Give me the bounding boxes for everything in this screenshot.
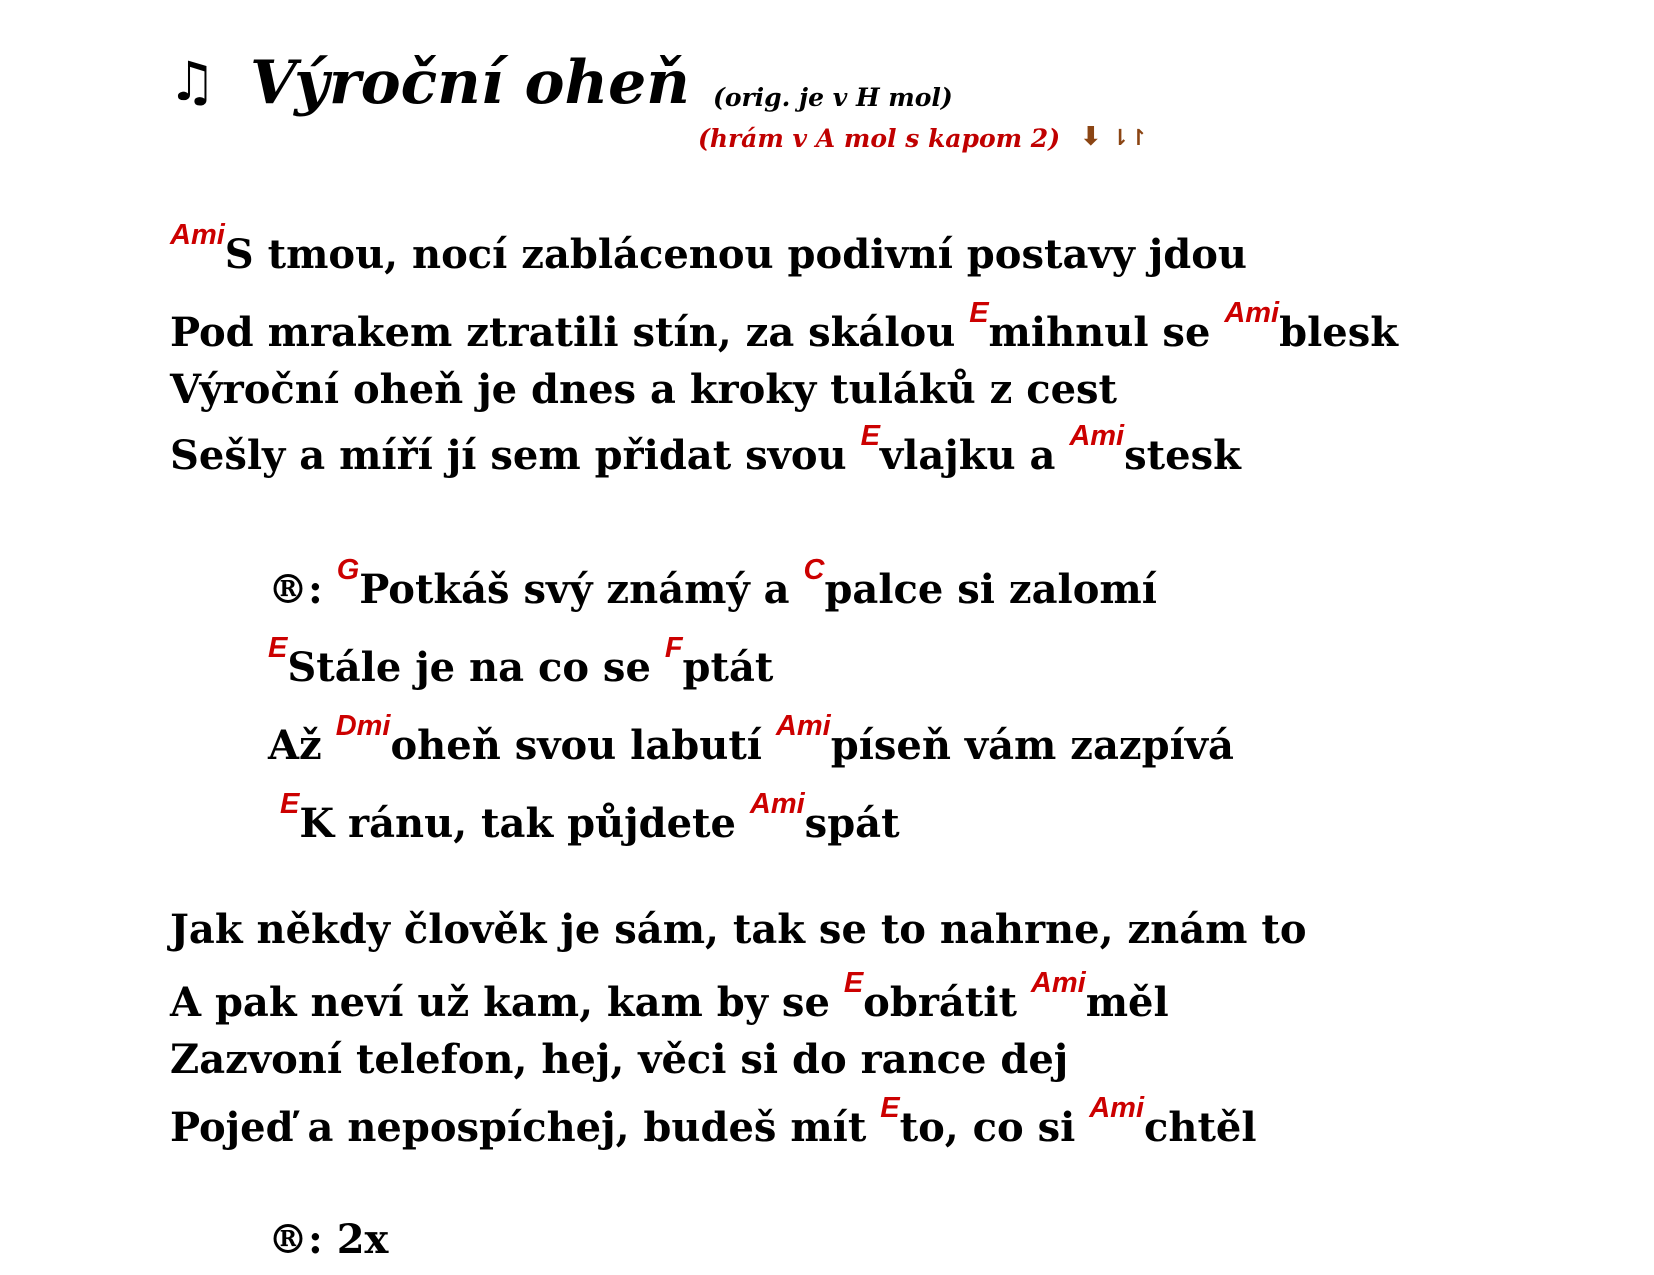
verse2-line3 [170,1036,1069,1083]
chord: E [843,967,864,999]
chord: Dmi [335,710,391,742]
verse1-line3 [170,366,1118,413]
lyric: Výroční oheň je dnes a kroky tuláků z cest [170,366,1118,413]
song-title: Výroční oheň [250,48,690,118]
lyric: měl [1085,979,1169,1026]
chord: Ami [775,710,831,742]
refrain-repeat [268,1216,389,1263]
chord: E [268,632,288,664]
refrain-line3 [268,710,1234,769]
lyric: palce si zalomí [824,566,1157,613]
lyric: Jak někdy člověk je sám, tak se to nahrne, znám to [170,906,1307,953]
verse1-line2 [170,297,1398,356]
lyric: stesk [1124,432,1241,479]
refrain-line1 [268,554,1157,613]
lyric: obrátit [863,979,1031,1026]
lyric: vlajku a [879,432,1070,479]
refrain-line2 [268,632,774,691]
chord: Ami [749,788,805,820]
chord: Ami [1089,1092,1145,1124]
lyric: Až [268,722,336,769]
lyric: Stále je na co se [287,644,665,691]
original-key-note: (orig. je v H mol) [713,83,953,112]
lyric: Potkáš svý známý a [359,566,804,613]
chord: E [969,297,989,329]
chord: G [336,554,360,586]
chord: Ami [170,219,225,251]
lyric: píseň vám zazpívá [830,722,1234,769]
chord: E [880,1092,900,1124]
lyric: ptát [682,644,774,691]
refrain-line4 [280,788,900,847]
verse2-line2 [170,967,1169,1026]
chord: F [664,632,683,664]
transpose-controls [1080,122,1148,152]
verse2-line4 [170,1092,1257,1151]
lyric: Sešly a míří jí sem přidat svou [170,432,861,479]
repeat-count: 2x [336,1216,389,1263]
lyric: S tmou, nocí zablácenou podivní postavy jdou [224,231,1247,278]
lyric: K ránu, tak půjdete [299,800,750,847]
chord: Ami [1030,967,1086,999]
lyric: Pod mrakem ztratili stín, za skálou [170,309,970,356]
music-note-icon: ♫ [168,50,217,113]
refrain-mark: ®: [268,566,337,613]
chord: C [803,554,825,586]
chord: E [860,420,880,452]
lyric: blesk [1279,309,1398,356]
lyric: mihnul se [988,309,1225,356]
verse2-line1 [170,906,1307,953]
chord: E [280,788,300,820]
lyric: to, co si [899,1104,1090,1151]
refrain-mark: ®: [268,1216,337,1263]
lyric: oheň svou labutí [390,722,776,769]
verse1-line1 [170,219,1247,278]
lyric: Pojeď a nepospíchej, budeš mít [170,1104,881,1151]
lyric: Zazvoní telefon, hej, věci si do rance dej [170,1036,1069,1083]
lyric: spát [804,800,900,847]
verse1-line4 [170,420,1241,479]
capo-note: (hrám v A mol s kapom 2) [698,124,1061,153]
chord: Ami [1224,297,1280,329]
transpose-down-icon[interactable]: ⬇ [1080,122,1102,152]
lyric: A pak neví už kam, kam by se [170,979,844,1026]
transpose-updown-icon[interactable]: ⇂↾ [1110,126,1148,151]
chord: Ami [1069,420,1125,452]
lyric: chtěl [1144,1104,1257,1151]
